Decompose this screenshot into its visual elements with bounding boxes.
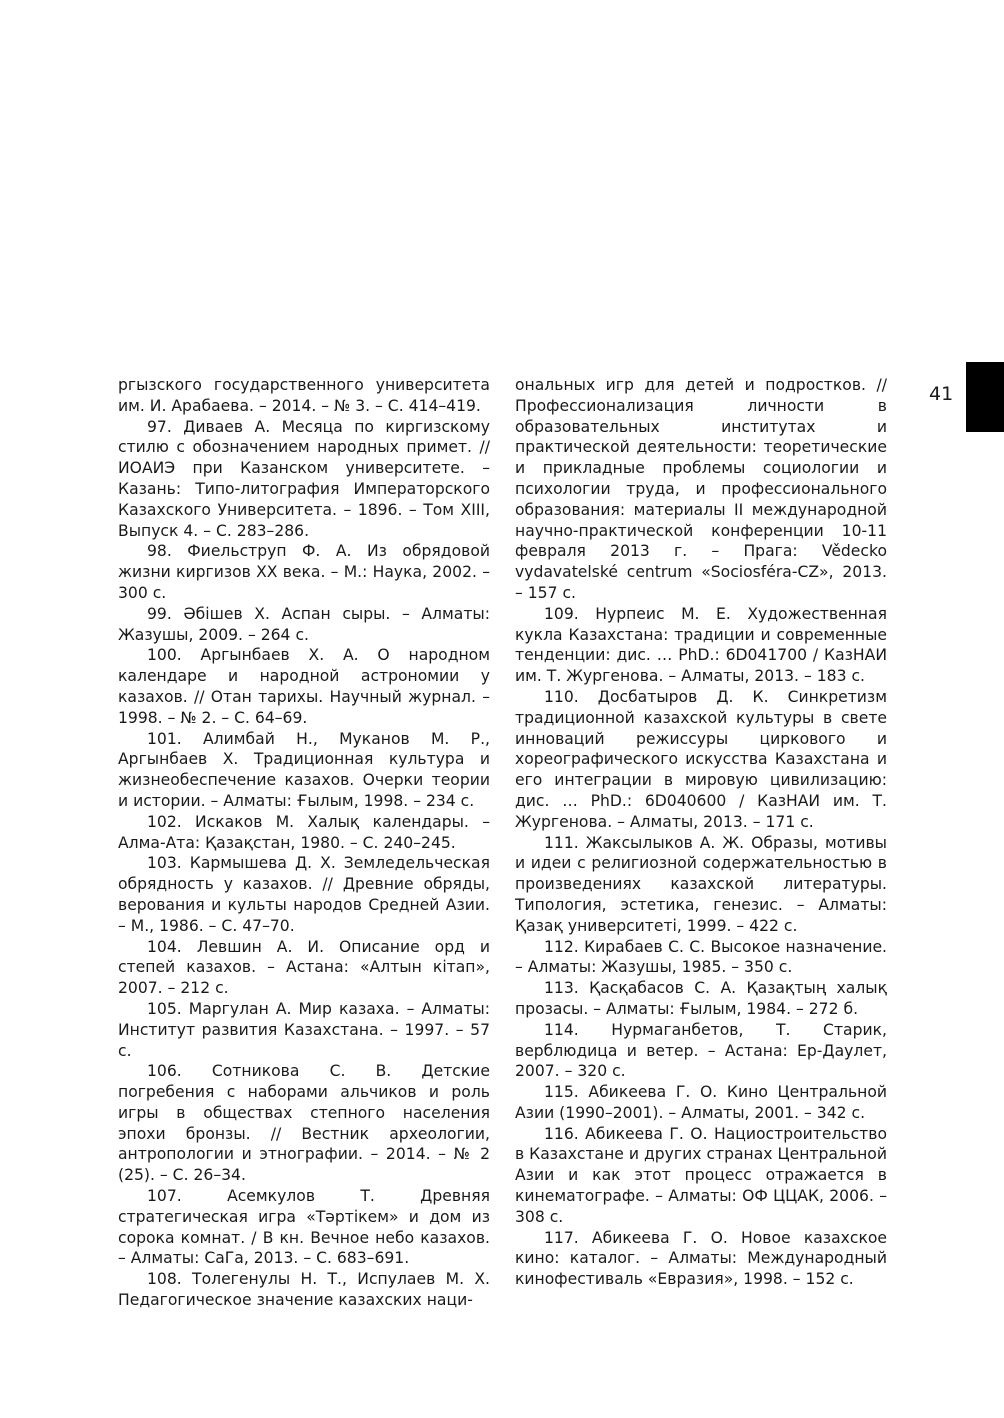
reference-entry-110: 110. Досбатыров Д. К. Синкретизм традиционной казахской культуры в свете инноваций режиссуры циркового и хореографического искусства Казахстана и его интеграции в мировую цивилизацию: дис. … PhD.: 6D040600 / КазНАИ им. Т. Жургенова. – Алматы, 2013. – 171 с. xyxy=(515,687,887,831)
reference-entry-107: 107. Асемкулов Т. Древняя стратегическая игра «Тәртікем» и дом из сорока комнат. / В кн. Вечное небо казахов. – Алматы: СаГа, 2013. – С. 683–691. xyxy=(118,1187,490,1268)
reference-entry-114: 114. Нурмаганбетов, Т. Старик, верблюдица и ветер. – Астана: Ер-Даулет, 2007. – 320 с. xyxy=(515,1020,887,1081)
reference-entry-111: 111. Жаксылыков А. Ж. Образы, мотивы и идеи с религиозной содержательностью в произведениях казахской литературы. Типология, эстетика, генезис. – Алматы: Қазақ университеті, 1999. – 422 с. xyxy=(515,833,887,935)
right-column xyxy=(515,375,887,1290)
reference-entry-108: 108. Толегенулы Н. Т., Испулаев М. Х. Педагогическое значение казахских наци- xyxy=(118,1270,490,1310)
reference-entry-97: 97. Диваев А. Месяца по киргизскому стилю с обозначением народных примет. // ИОАИЭ при Казанском университете. – Казань: Типо-литография Императорского Казахского Университета. – 1896. – Том XIII, Выпуск 4. – С. 283–286. xyxy=(118,417,490,540)
reference-entry-continuation: ргызского государственного университета им. И. Арабаева. – 2014. – № 3. – С. 414–419. xyxy=(118,376,490,415)
reference-entry-105: 105. Маргулан А. Мир казаха. – Алматы: Институт развития Казахстана. – 1997. – 57 с. xyxy=(118,999,490,1060)
left-column xyxy=(118,375,490,1311)
reference-entry-99: 99. Әбішев Х. Аспан сыры. – Алматы: Жазушы, 2009. – 264 с. xyxy=(118,604,490,644)
reference-entry-117: 117. Абикеева Г. О. Новое казахское кино: каталог. – Алматы: Международный кинофестиваль «Евразия», 1998. – 152 с. xyxy=(515,1228,887,1289)
reference-entry-100: 100. Аргынбаев Х. А. О народном календаре и народной астрономии у казахов. // Отан тарихы. Научный журнал. – 1998. – № 2. – С. 64–69. xyxy=(118,646,490,727)
reference-entry-104: 104. Левшин А. И. Описание орд и степей казахов. – Астана: «Алтын кітап», 2007. – 212 с. xyxy=(118,937,490,998)
reference-entry-101: 101. Алимбай Н., Муканов М. Р., Аргынбаев Х. Традиционная культура и жизнеобеспечение казахов. Очерки теории и истории. – Алматы: Ғылым, 1998. – 234 с. xyxy=(118,729,490,810)
reference-entry-106: 106. Сотникова С. В. Детские погребения с наборами альчиков и роль игры в обществах степного населения эпохи бронзы. // Вестник археологии, антропологии и этнографии. – 2014. – № 2 (25). – С. 26–34. xyxy=(118,1062,490,1185)
reference-entry-109: 109. Нурпеис М. Е. Художественная кукла Казахстана: традиции и современные тенденции: дис. … PhD.: 6D041700 / КазНАИ им. Т. Жургенова. – Алматы, 2013. – 183 с. xyxy=(515,604,887,686)
reference-entry-98: 98. Фиельструп Ф. А. Из обрядовой жизни киргизов XX века. – М.: Наука, 2002. – 300 с. xyxy=(118,542,490,602)
page-number: 41 xyxy=(929,383,954,405)
reference-entry-102: 102. Искаков М. Халық календары. – Алма-Ата: Қазақстан, 1980. – С. 240–245. xyxy=(118,812,490,852)
reference-entry-115: 115. Абикеева Г. О. Кино Центральной Азии (1990–2001). – Алматы, 2001. – 342 с. xyxy=(515,1083,887,1122)
reference-entry-113: 113. Қасқабасов С. А. Қазақтың халық прозасы. – Алматы: Ғылым, 1984. – 272 б. xyxy=(515,979,887,1018)
reference-entry-112: 112. Кирабаев С. С. Высокое назначение. – Алматы: Жазушы, 1985. – 350 с. xyxy=(515,937,887,977)
reference-entry-continuation: ональных игр для детей и подростков. // Профессионализация личности в образовательных институтах и практической деятельности: теоретические и прикладные проблемы социологии и психологии труда, и профессионального образования: материалы II международной научно-практической конференции 10-11 февраля 2013 г. – Прага: Vědecko vydavatelské centrum «Sociosféra-CZ», 2013. – 157 с. xyxy=(515,376,887,602)
reference-entry-116: 116. Абикеева Г. О. Нациостроительство в Казахстане и других странах Центральной Азии и как этот процесс отражается в кинематографе. – Алматы: ОФ ЦЦАК, 2006. – 308 с. xyxy=(515,1124,887,1226)
reference-entry-103: 103. Кармышева Д. Х. Земледельческая обрядность у казахов. // Древние обряды, верования и культы народов Средней Азии. – М., 1986. – С. 47–70. xyxy=(118,854,490,935)
page-edge-tab xyxy=(966,362,1004,432)
